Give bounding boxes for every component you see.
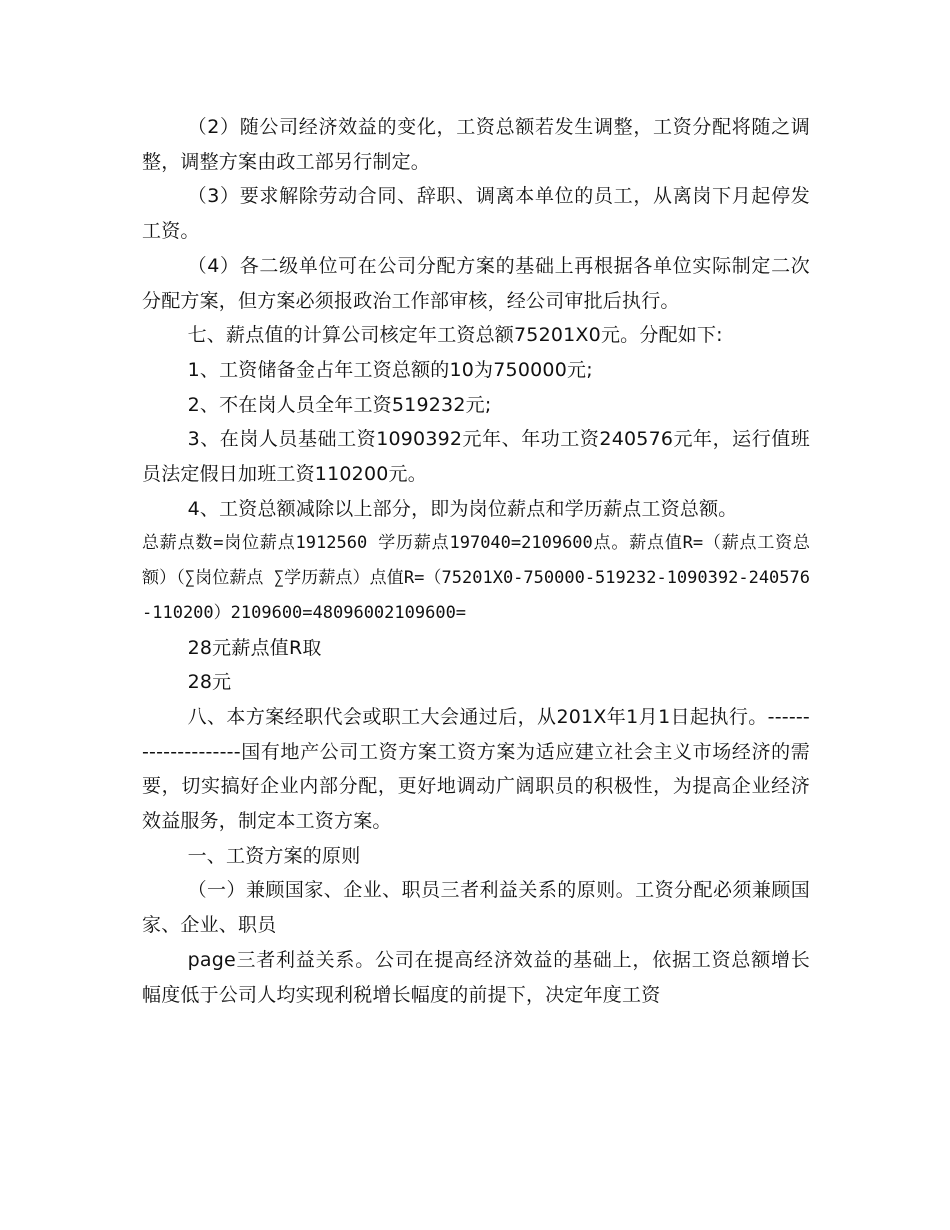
section-one-heading: 一、工资方案的原则 xyxy=(187,844,361,867)
list-item-remaining-total: 4、工资总额减除以上部分，即为岗位薪点和学历薪点工资总额。 xyxy=(187,497,738,520)
paragraph-item-4-secondary-distribution: （4）各二级单位可在公司分配方案的基础上再根据各单位实际制定二次分配方案，但方案必须报政治工作部审核，经公司审批后执行。 xyxy=(142,254,810,312)
list-item-on-duty-wages: 3、在岗人员基础工资1090392元年、年功工资240576元年，运行值班员法定假日加班工资110200元。 xyxy=(142,428,810,486)
list-item-off-duty-wages: 2、不在岗人员全年工资519232元; xyxy=(187,393,492,416)
continuation-paragraph: page三者利益关系。公司在提高经济效益的基础上，依据工资总额增长幅度低于公司人均实现利税增长幅度的前提下，决定年度工资 xyxy=(142,948,810,1006)
paragraph-item-3-stop-pay: （3）要求解除劳动合同、辞职、调离本单位的员工，从离岗下月起停发工资。 xyxy=(142,185,810,243)
section-eight-and-intro: 八、本方案经职代会或职工大会通过后，从201X年1月1日起执行。--------------------国有地产公司工资方案工资方案为适应建立社会主义市场经济的需要，切实搞好企业内部分配，更好地调动广阔职员的积极性，为提高企业经济效益服务，制定本工资方案。 xyxy=(142,705,810,833)
document-body xyxy=(142,110,810,1012)
formula-result-line: 28元薪点值R取 xyxy=(187,636,322,659)
paragraph-item-2-adjustment: （2）随公司经济效益的变化，工资总额若发生调整，工资分配将随之调整，调整方案由政工部另行制定。 xyxy=(142,116,810,173)
list-item-reserve-fund: 1、工资储备金占年工资总额的10为750000元; xyxy=(187,358,593,381)
formula-value-line: 28元 xyxy=(187,671,232,694)
section-seven-heading: 七、薪点值的计算公司核定年工资总额75201X0元。分配如下: xyxy=(187,324,723,347)
formula-paragraph: 总薪点数=岗位薪点1912560 学历薪点197040=2109600点。薪点值R=（薪点工资总额）（∑岗位薪点 ∑学历薪点）点值R=（75201X0-750000-519232-1090392-240576-110200）2109600=48096002109600= xyxy=(142,533,810,623)
principle-one-paragraph: （一）兼顾国家、企业、职员三者利益关系的原则。工资分配必须兼顾国家、企业、职员 xyxy=(142,879,810,937)
